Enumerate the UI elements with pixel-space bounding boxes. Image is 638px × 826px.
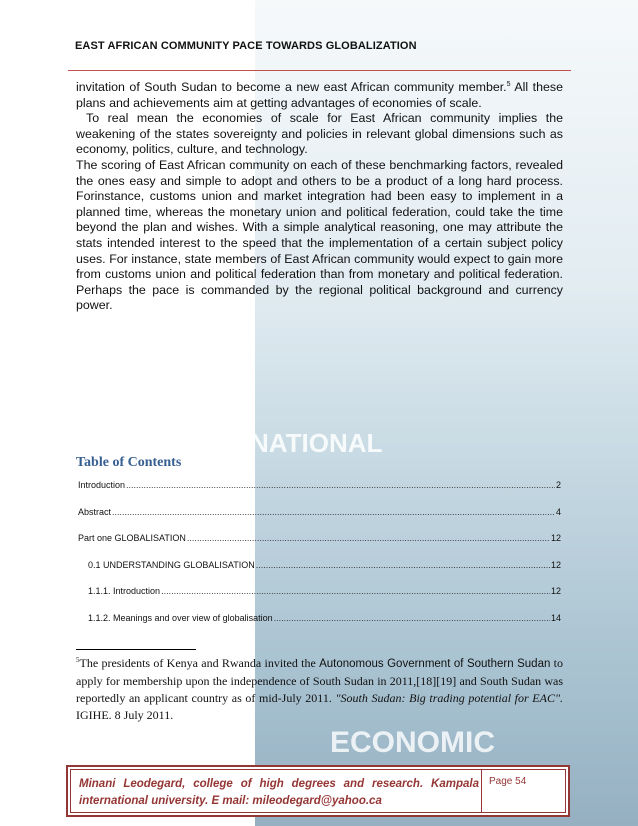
header-rule: [68, 70, 571, 71]
footnote: $^5$The presidents of Kenya and Rwanda invited the Autonomous Government of Southern Sudan to apply for membership upon the independence of South Sudan in 2011,[18][19] and South Sudan was reportedly an applicant country as of mid-July 2011. "South Sudan: Big trading potential for EAC". IGIHE. 8 July 2011.: [76, 656, 563, 722]
paragraph-2: To real mean the economies of scale for East African community implies the weakening of the states sovereignty and policies in relevant global dimensions such as economy, politics, culture, and technology.: [76, 111, 563, 157]
toc-entry[interactable]: Part one GLOBALISATION ..... 12: [78, 533, 561, 543]
background-word-international: INTERNATIONAL: [172, 428, 383, 458]
paragraph-1: invitation of South Sudan to become a new east African community member.$^5$ All these plans and achievements aim at getting advantages of economies of scale.: [76, 80, 563, 110]
background-word-economic: ECONOMIC: [330, 726, 495, 759]
paragraph-3: The scoring of East African community on each of these benchmarking factors, revealed the ones easy and simple to adopt and others to be a product of a long hard process. Forinstance, customs union and market integration had been easy to implement in a planned time, whereas the monetary union and political federation, could take the time beyond the plan and wishes. With a simple analytical reasoning, one may attribute the stats intended interest to the speed that the implementation of a certain subject policy uses. For instance, state members of East African community would expect to gain more from customs union and political federation than from monetary and political federation. Perhaps the pace is commanded by the regional political background and currency power.: [76, 157, 563, 313]
page-number: Page 54: [489, 776, 527, 787]
toc-title: Table of Contents: [76, 455, 182, 470]
footnote-rule: [76, 649, 196, 650]
toc-entry[interactable]: Introduction ..... 2: [78, 480, 561, 490]
footnote-link[interactable]: Autonomous Government of Southern Sudan: [319, 658, 551, 670]
toc-entry[interactable]: 1.1.2. Meanings and over view of globalisation ..... 14: [88, 613, 561, 623]
toc-entry[interactable]: 0.1 UNDERSTANDING GLOBALISATION ..... 12: [88, 560, 561, 570]
page-header: EAST AFRICAN COMMUNITY PACE TOWARDS GLOBALIZATION: [75, 40, 417, 52]
footer-author: Minani Leodegard, college of high degrees and research. Kampala international university. E mail: mileodegard@yahoo.ca: [79, 778, 479, 807]
footnote-link[interactable]: South Sudan: [312, 674, 375, 688]
body-text: [76, 80, 563, 314]
toc-entry[interactable]: 1.1.1. Introduction ..... 12: [88, 586, 561, 596]
page-footer: [66, 765, 570, 817]
toc-entry[interactable]: Abstract ..... 4: [78, 507, 561, 517]
footer-divider: [481, 770, 482, 812]
footnote-ref[interactable]: 5: [506, 80, 511, 88]
